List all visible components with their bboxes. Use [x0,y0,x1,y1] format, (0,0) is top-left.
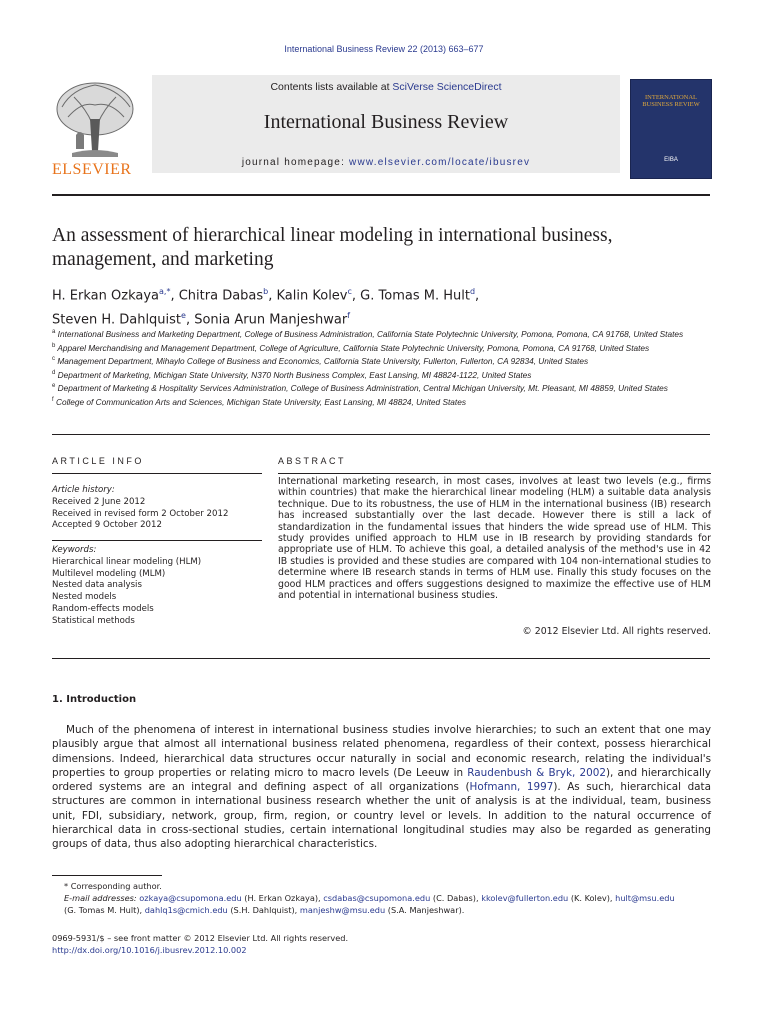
elsevier-logo [52,79,138,179]
author-sup[interactable]: e [181,311,186,321]
affiliation-sup: f [52,396,54,403]
abstract-text: International marketing research, in most cases, involves at least two levels (e.g., firms within countries) that make the hierarchical linear modeling (HLM) a suitable data analysis technique. Due to its robustness, the use of HLM in the international business (IB) research has increased substantially over the last decade. However there is still a lack of standardization in the fundamental issues that hinders the wide spread use of HLM. This study provides unified approach to HLM use in IB research by providing standards for appropriate use of HLM. To achieve this goal, a detailed analysis of the method's use in 42 IB studies is provided and these studies are compared with 104 non-international studies to determine where IB research stands in terms of HLM use. Finally this study focuses on the good HLM practices and offers suggestions designed to maximize the effective use of HLM and potential in international business studies. [278,476,711,602]
email-link[interactable]: kkolev@fullerton.edu [481,892,569,903]
cover-title: INTERNATIONAL BUSINESS REVIEW [642,94,700,109]
corresponding-author-note [52,881,712,893]
author-separator: , [185,312,195,328]
author-sup[interactable]: c [347,287,352,296]
abstract-heading: ABSTRACT [278,456,347,466]
email-label: E-mail addresses: [64,892,137,903]
corresponding-text: Corresponding author. [70,881,162,891]
author: Steven H. Dahlquist [52,312,182,328]
keyword-item: Random-effects models [52,603,154,614]
affiliation-text: Management Department, Mihaylo College of Business and Economics, California State University, Fullerton, Fullerton, CA 92834, United States [57,355,589,366]
author-sup[interactable]: a,* [159,287,171,296]
doi-link[interactable]: http://dx.doi.org/10.1016/j.ibusrev.2012.10.002 [52,944,247,955]
elsevier-wordmark: ELSEVIER [52,161,132,178]
abstract-divider [278,473,711,474]
keyword-item: Multilevel modeling (MLM) [52,568,166,579]
author-separator: , [475,288,480,304]
citation-link[interactable]: Hofmann, 1997 [469,781,554,794]
author: G. Tomas M. Hult [360,288,470,304]
affiliation-item [52,354,712,368]
email-link[interactable]: hult@msu.edu [615,892,675,903]
journal-header-band [152,75,620,173]
author-separator: , [268,288,277,304]
contents-prefix: Contents lists available at [270,81,393,93]
abstract-copyright: © 2012 Elsevier Ltd. All rights reserved. [522,626,711,637]
keywords-divider [52,540,262,541]
footnote-divider [52,875,162,876]
introduction-heading: 1. Introduction [52,694,137,705]
article-info-heading: ARTICLE INFO [52,456,144,466]
author-separator: , [351,288,361,304]
history-item: Accepted 9 October 2012 [52,520,162,531]
affiliation-item [52,381,712,395]
affiliation-sup: a [52,329,56,335]
affiliation-item [52,368,712,382]
footnote-mark: * [64,881,69,891]
footnotes [52,881,712,916]
author-sup[interactable]: d [469,287,476,296]
keywords-label: Keywords: [52,545,97,555]
affiliation-text: International Business and Marketing Department, College of Business Administration, California State Polytechnic University, Pomona, Pomona, CA 91768, United States [57,328,684,339]
article-history [52,485,262,532]
email-owner: (S.A. Manjeshwar). [385,904,465,915]
contents-line [152,81,620,93]
introduction-paragraph [52,723,711,852]
email-owner: (C. Dabas), [430,892,482,903]
author: Chitra Dabas [178,288,264,304]
author-sup[interactable]: f [347,311,351,321]
author-separator: , [170,288,179,304]
front-matter-line: 0969-5931/$ – see front matter © 2012 Elsevier Ltd. All rights reserved. [52,933,349,943]
author-sup[interactable]: b [263,287,269,296]
email-link[interactable]: csdabas@csupomona.edu [323,892,431,903]
email-owner: (K. Kolev), [568,892,616,903]
journal-cover-thumbnail[interactable] [630,79,712,179]
history-item: Received 2 June 2012 [52,496,146,507]
journal-homepage [152,157,620,168]
affiliation-item [52,341,712,355]
history-item: Received in revised form 2 October 2012 [52,508,229,519]
front-matter [52,933,712,957]
intro-text: Much of the phenomena of interest in international business studies involve hierarchies; to such an extent that one may plausibly argue that almost all international business related phenomena, regardless of their context, possess hierarchical dimensions. Indeed, hierarchical data structures occur naturally in social and economic research, relating the individual's properties to group properties or relating micro to macro levels (De Leeuw in [52,724,711,779]
affiliation-item [52,395,712,409]
history-label: Article history: [52,485,115,495]
affiliation-text: Department of Marketing, Michigan State University, N370 North Business Complex, East Lansing, MI 48824-1122, United States [57,369,532,380]
keyword-item: Hierarchical linear modeling (HLM) [52,556,202,567]
cover-badge: EIBA [664,157,678,163]
affiliation-sup: d [52,369,56,376]
masthead [52,75,710,185]
affiliation-sup: e [52,383,56,390]
affiliations [52,327,712,408]
email-addresses [52,893,712,917]
email-owner: (H. Erkan Ozkaya), [241,892,324,903]
author-list [52,282,712,331]
tree-icon [52,79,138,159]
affiliation-text: College of Communication Arts and Sciences, Michigan State University, East Lansing, MI 48824, United States [55,396,466,407]
email-link[interactable]: dahlq1s@cmich.edu [144,904,228,915]
email-link[interactable]: ozkaya@csupomona.edu [139,892,242,903]
info-divider [52,473,262,474]
keyword-item: Statistical methods [52,615,135,626]
citation-link[interactable]: Raudenbush & Bryk, 2002 [467,766,606,779]
abstract-end-divider [52,658,710,659]
email-link[interactable]: manjeshw@msu.edu [299,904,386,915]
intro-text: ). As such, hierarchical data structures are common in international business research whether the unit of analysis is at the individual, team, business unit, FDI, subsidiary, network, group, firm, region, or country level or levels. In addition to the natural occurrence of hierarchical data in cross-sectional studies, certain international longitudinal studies may also be regarded as generating groups of data, thus also adopting hierarchical characteristics. [52,781,711,851]
author: H. Erkan Ozkaya [52,288,159,304]
homepage-link[interactable]: www.elsevier.com/locate/ibusrev [349,157,531,168]
email-owner: (S.H. Dahlquist), [227,904,300,915]
affiliation-text: Apparel Merchandising and Management Department, College of Agriculture, California State Polytechnic University, Pomona, Pomona, CA 91768, United States [57,342,650,353]
journal-title: International Business Review [263,111,509,133]
affiliation-sup: b [52,342,56,349]
sciencedirect-link[interactable]: SciVerse ScienceDirect [392,81,502,93]
affiliations-divider [52,434,710,435]
intro-text: ), and hierarchically ordered systems are an integral and defining aspect of all organizations ( [52,766,711,794]
affiliation-sup: c [52,356,55,363]
keyword-item: Nested data analysis [52,580,142,591]
keywords [52,545,262,628]
keyword-item: Nested models [52,592,117,603]
affiliation-item [52,327,712,341]
journal-citation[interactable]: International Business Review 22 (2013) 663–677 [284,44,484,54]
article-title: An assessment of hierarchical linear modeling in international business, management, and marketing [52,225,613,270]
author: Sonia Arun Manjeshwar [194,312,348,328]
homepage-prefix: journal homepage: [241,157,350,168]
email-owner: (G. Tomas M. Hult), [64,904,145,915]
header-divider [52,194,710,196]
author: Kalin Kolev [276,288,348,304]
affiliation-text: Department of Marketing & Hospitality Services Administration, College of Business Administration, Central Michigan University, Mt. Pleasant, MI 48859, United States [57,383,668,394]
